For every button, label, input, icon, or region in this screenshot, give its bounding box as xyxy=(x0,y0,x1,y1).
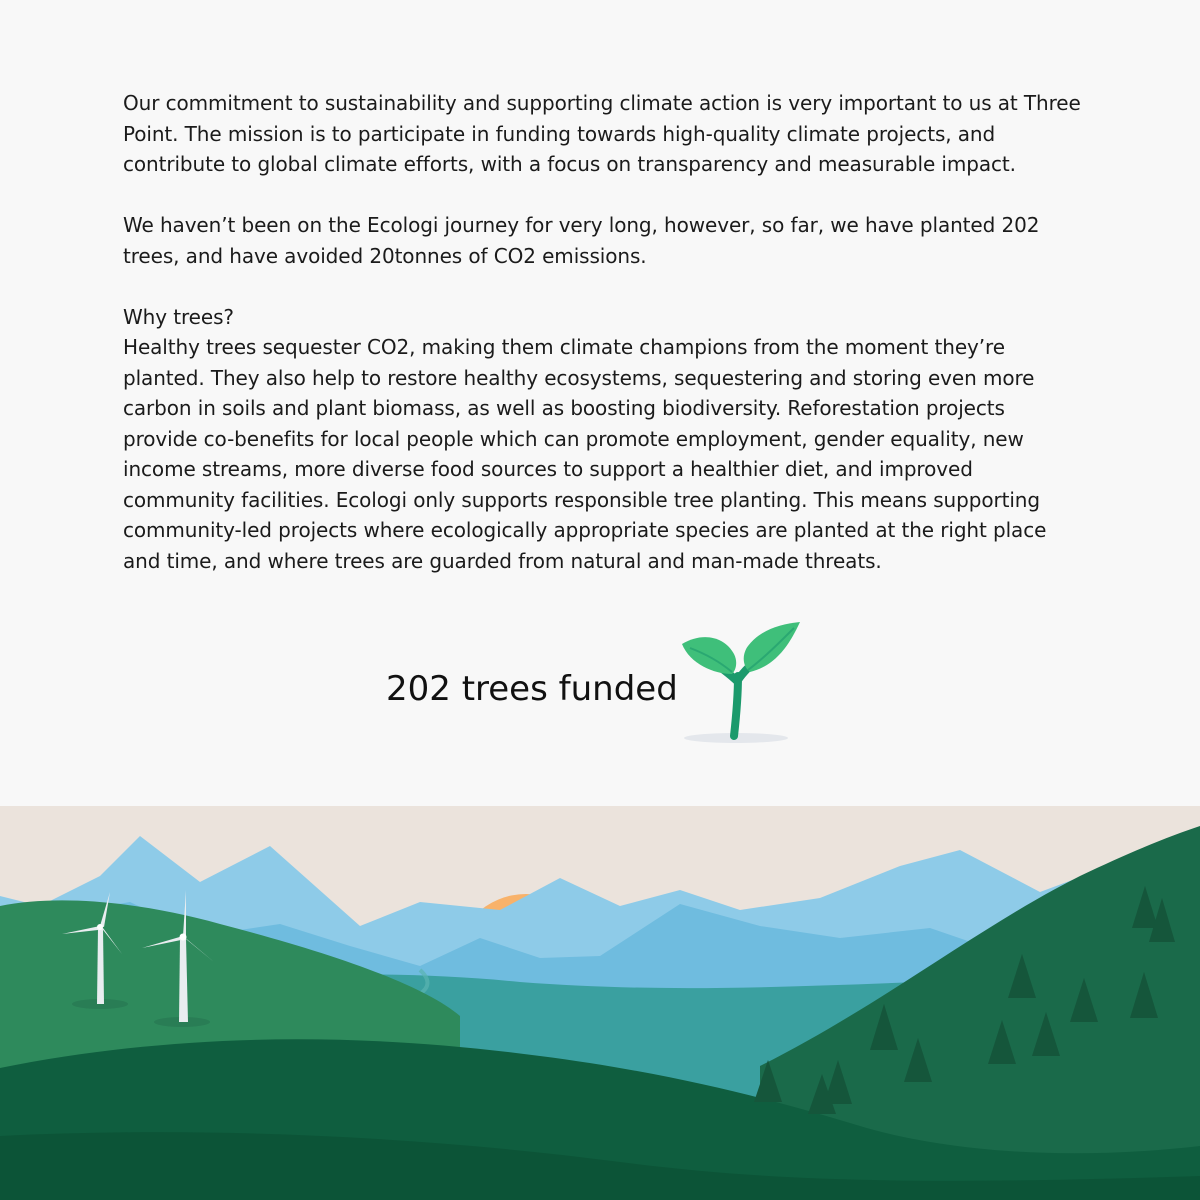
body-text xyxy=(123,88,1083,576)
why-trees-paragraph: Healthy trees sequester CO2, making them climate champions from the moment they’re planted. They also help to restore healthy ecosystems, sequestering and storing even more carbon in soils and plant biomass, as well as boosting biodiversity. Reforestation projects provide co-benefits for local people which can promote employment, gender equality, new income streams, more diverse food sources to support a healthier diet, and improved community facilities. Ecologi only supports responsible tree planting. This means supporting community-led projects where ecologically appropriate species are planted at the right place and time, and where trees are guarded from natural and man-made threats. xyxy=(123,335,1047,573)
intro-paragraph-1: Our commitment to sustainability and supporting climate action is very important to us at Three Point. The mission is to participate in funding towards high-quality climate projects, and contribute to global climate efforts, with a focus on transparency and measurable impact. xyxy=(123,91,1081,176)
why-trees-heading: Why trees? xyxy=(123,304,234,329)
paragraph-spacer xyxy=(123,271,1083,302)
intro-paragraph-2: We haven’t been on the Ecologi journey for very long, however, so far, we have planted 202 trees, and have avoided 20tonnes of CO2 emissions. xyxy=(123,213,1040,268)
landscape-illustration xyxy=(0,806,1200,1200)
trees-funded-counter: 202 trees funded xyxy=(386,669,678,709)
sprout-icon xyxy=(676,618,806,748)
paragraph-spacer xyxy=(123,180,1083,211)
